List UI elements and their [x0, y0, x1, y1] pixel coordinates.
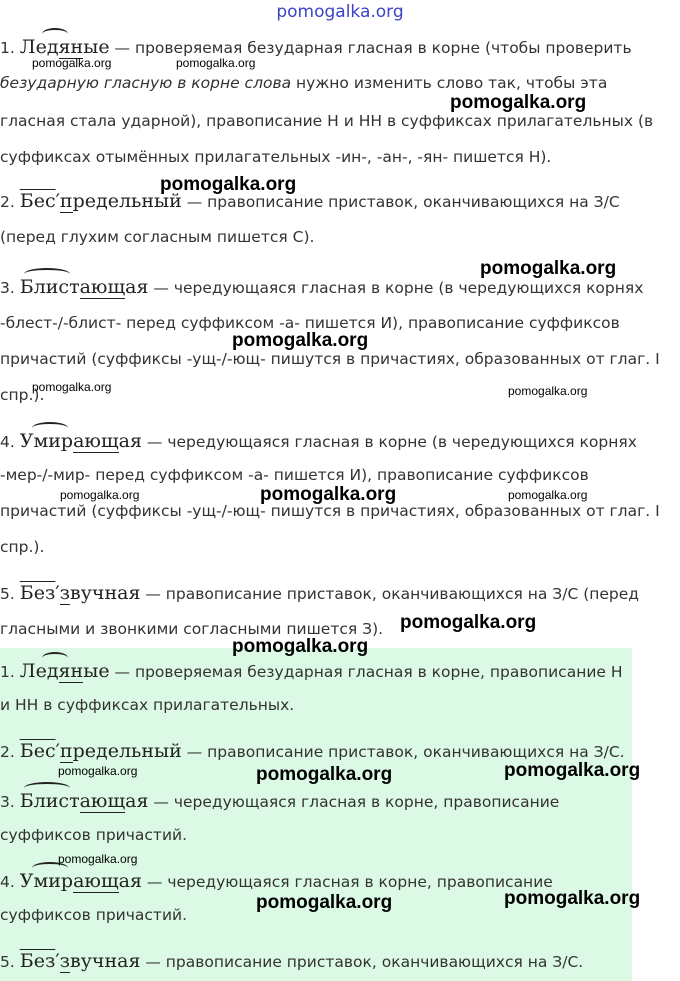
entry-word: Бес′предельный	[19, 190, 182, 212]
root-arc	[24, 268, 70, 280]
entry-line: 1. Ледяные — проверяемая безударная гласная в корне (чтобы проверить	[0, 36, 632, 58]
entry-number: 2.	[0, 743, 15, 761]
watermark: pomogalka.org	[58, 852, 138, 866]
entry-line: 2. Бес′предельный — правописание приставок, оканчивающихся на З/С	[0, 190, 620, 212]
site-title[interactable]: pomogalka.org	[276, 2, 404, 22]
watermark: pomogalka.org	[58, 764, 138, 778]
entry-number: 4.	[0, 873, 15, 891]
watermark: pomogalka.org	[160, 174, 297, 195]
watermark: pomogalka.org	[256, 764, 393, 785]
entry-line: -мер-/-мир- перед суффиксом -а- пишется И), правописание суффиксов	[0, 466, 589, 484]
entry-line: безударную гласную в корне слова нужно изменить слово так, чтобы эта	[0, 74, 608, 92]
entry-number: 5.	[0, 953, 15, 971]
entry-line: (перед глухим согласным пишется С).	[0, 228, 315, 246]
entry-number: 2.	[0, 193, 15, 211]
entry-line: суффиксах отымённых прилагательных -ин-, -ан-, -ян- пишется Н).	[0, 148, 552, 166]
watermark: pomogalka.org	[32, 380, 112, 394]
watermark: pomogalka.org	[176, 56, 256, 70]
entry-line: причастий (суффиксы -ущ-/-ющ- пишутся в причастиях, образованных от глаг. I	[0, 350, 660, 368]
watermark: pomogalka.org	[60, 488, 140, 502]
entry-word: Умирающая	[20, 430, 142, 452]
entry-word: Без′звучная	[19, 950, 141, 972]
entry-line: 3. Блистающая — чередующаяся гласная в корне, правописание	[0, 790, 559, 812]
entry-line: спр.).	[0, 538, 45, 556]
entry-line: -блест-/-блист- перед суффиксом -а- пишется И), правописание суффиксов	[0, 314, 620, 332]
entry-line: 5. Без′звучная — правописание приставок, оканчивающихся на З/С.	[0, 950, 584, 972]
entry-line: 4. Умирающая — чередующаяся гласная в корне (в чередующихся корнях	[0, 430, 637, 452]
watermark: pomogalka.org	[450, 92, 587, 113]
root-arc	[42, 28, 68, 40]
entry-word: Ледяные	[20, 660, 110, 682]
entry-line: спр.).	[0, 386, 45, 404]
watermark: pomogalka.org	[400, 612, 537, 633]
entry-number: 4.	[0, 433, 15, 451]
entry-number: 1.	[0, 663, 15, 681]
watermark: pomogalka.org	[260, 484, 397, 505]
entry-line: 3. Блистающая — чередующаяся гласная в корне (в чередующихся корнях	[0, 276, 643, 298]
watermark: pomogalka.org	[232, 636, 369, 657]
entry-word: Без′звучная	[19, 582, 141, 604]
entry-word: Блистающая	[20, 276, 149, 298]
watermark: pomogalka.org	[504, 888, 641, 909]
entry-line: 2. Бес′предельный — правописание приставок, оканчивающихся на З/С.	[0, 740, 625, 762]
entry-word: Бес′предельный	[19, 740, 182, 762]
root-arc	[42, 652, 68, 664]
entry-line: гласными и звонкими согласными пишется З).	[0, 620, 384, 638]
entry-line: гласная стала ударной), правописание Н и НН в суффиксах прилагательных (в	[0, 112, 654, 130]
root-arc	[32, 422, 68, 434]
watermark: pomogalka.org	[32, 56, 112, 70]
entry-line: 5. Без′звучная — правописание приставок, оканчивающихся на З/С (перед	[0, 582, 640, 604]
watermark: pomogalka.org	[508, 488, 588, 502]
entry-line: причастий (суффиксы -ущ-/-ющ- пишутся в причастиях, образованных от глаг. I	[0, 502, 660, 520]
entry-word: Умирающая	[20, 870, 142, 892]
watermark: pomogalka.org	[232, 330, 369, 351]
entry-number: 3.	[0, 279, 15, 297]
watermark: pomogalka.org	[504, 760, 641, 781]
entry-line: 4. Умирающая — чередующаяся гласная в корне, правописание	[0, 870, 553, 892]
entry-line: суффиксов причастий.	[0, 826, 188, 844]
entry-number: 1.	[0, 39, 15, 57]
entry-number: 3.	[0, 793, 15, 811]
entry-number: 5.	[0, 585, 15, 603]
entry-word: Ледяные	[20, 36, 110, 58]
entry-line: суффиксов причастий.	[0, 906, 188, 924]
watermark: pomogalka.org	[256, 892, 393, 913]
entry-line: и НН в суффиксах прилагательных.	[0, 696, 295, 714]
watermark: pomogalka.org	[480, 258, 617, 279]
root-arc	[24, 782, 70, 794]
watermark: pomogalka.org	[508, 384, 588, 398]
entry-word: Блистающая	[20, 790, 149, 812]
entry-line: 1. Ледяные — проверяемая безударная гласная в корне, правописание Н	[0, 660, 623, 682]
